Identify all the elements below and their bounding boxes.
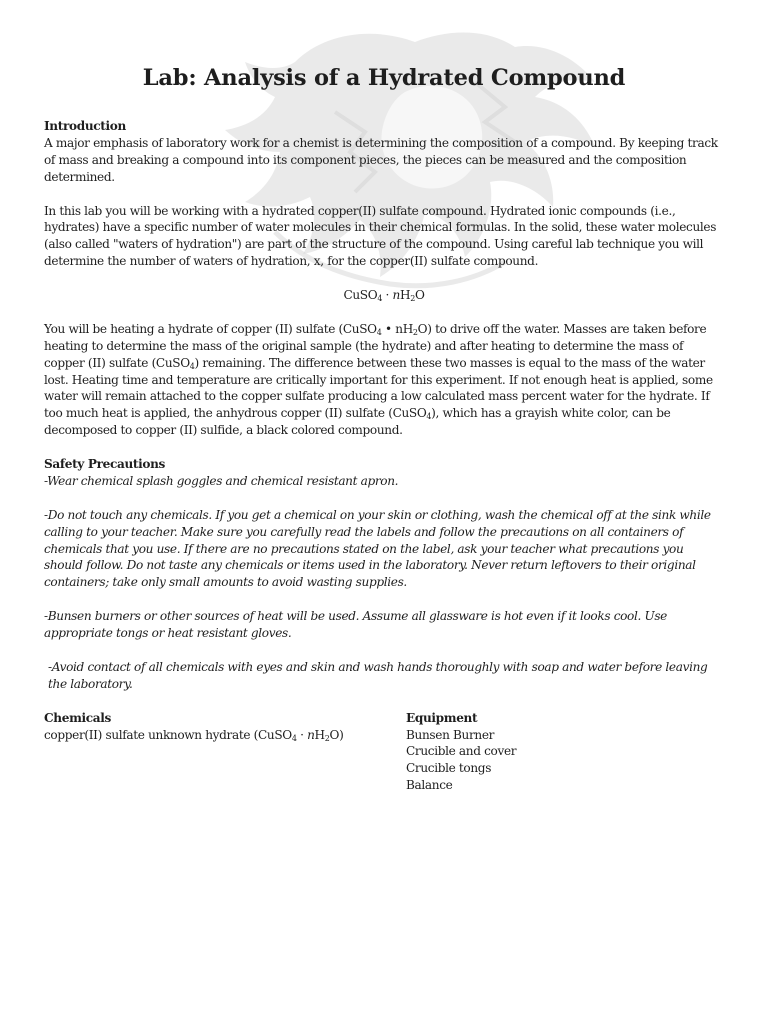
document-body bbox=[44, 64, 724, 794]
para3-subscript: 2 bbox=[412, 327, 418, 337]
para3-subscript: 4 bbox=[189, 361, 195, 371]
para3-text: ), which has a grayish white color, can be decomposed to copper (II) sulfide, a black colored compound. bbox=[44, 406, 671, 438]
chemical-subscript: 2 bbox=[324, 733, 330, 743]
page-title: Lab: Analysis of a Hydrated Compound bbox=[142, 65, 626, 91]
introduction-paragraph-1: A major emphasis of laboratory work for a chemist is determining the composition of a compound. By keeping track of mass and breaking a compound into its component pieces, the pieces can be measured and the composition determined. bbox=[44, 135, 718, 184]
equipment-item: Crucible tongs bbox=[406, 761, 492, 776]
para2-text: In this lab you will be working with a hydrated copper(II) sulfate compound. Hydrated ionic compounds (i.e., hydrates) have a specific number of water molecules in their chemical formulas. In the solid, these water molecules (also called "waters of hydration") are part of the structure of the compound. Using careful lab technique you will determine the number of waters of hydration, x, for the copper(II) sulfate compound. bbox=[44, 203, 717, 269]
chemical-subscript: 4 bbox=[291, 733, 297, 743]
safety-item-3: -Bunsen burners or other sources of heat will be used. Assume all glassware is hot even if it looks cool. Use appropriate tongs or heat resistant gloves. bbox=[44, 609, 667, 641]
chemicals-heading: Chemicals bbox=[44, 710, 111, 725]
equipment-heading: Equipment bbox=[406, 710, 478, 725]
formula-part: CuSO bbox=[343, 288, 378, 303]
chemical-n: n bbox=[307, 727, 315, 742]
equipment-item: Crucible and cover bbox=[406, 744, 517, 759]
safety-item-4: -Avoid contact of all chemicals with eyes and skin and wash hands thoroughly with soap and water before leaving the laboratory. bbox=[48, 659, 708, 691]
formula-part: O bbox=[414, 288, 425, 303]
equipment-item: Balance bbox=[406, 778, 453, 793]
formula-n: n bbox=[392, 288, 400, 303]
equipment-column bbox=[406, 710, 706, 795]
para3-text: • nH bbox=[381, 321, 413, 336]
introduction-heading: Introduction bbox=[44, 119, 126, 133]
para3-subscript: 4 bbox=[426, 412, 432, 422]
materials-section bbox=[44, 710, 724, 795]
para3-text: O) to drive off the water. Masses are taken before heating to determine the mass of the original sample (the hydrate) and after heating to determine the mass of copper (II) sulfate (CuSO bbox=[44, 321, 707, 370]
formula-part: H bbox=[400, 288, 411, 303]
formula-dot: · bbox=[382, 288, 393, 303]
chemical-dot: · bbox=[296, 727, 308, 742]
chemical-text: O) bbox=[329, 727, 344, 742]
para3-text: ) remaining. The difference between these two masses is equal to the mass of the water lost. Heating time and temperature are critically important for this experiment. If not enough heat is applied, some water will remain attached to the copper sulfate producing a low calculated mass percent water for the hydrate. If too much heat is applied, the anhydrous copper (II) sulfate (CuSO bbox=[44, 355, 713, 421]
hydrate-formula bbox=[44, 287, 724, 304]
introduction-paragraph-3 bbox=[44, 321, 724, 439]
chemical-text: copper(II) sulfate unknown hydrate (CuSO bbox=[44, 727, 292, 742]
safety-item-1: -Wear chemical splash goggles and chemical resistant apron. bbox=[44, 473, 399, 488]
safety-item-2: -Do not touch any chemicals. If you get a chemical on your skin or clothing, wash the chemical off at the sink while calling to your teacher. Make sure you carefully read the labels and follow the precautions on all containers of chemicals that you use. If there are no precautions stated on the label, ask your teacher what precautions you should follow. Do not taste any chemicals or items used in the laboratory. Never return leftovers to their original containers; take only small amounts to avoid wasting supplies. bbox=[44, 507, 711, 590]
safety-heading: Safety Precautions bbox=[44, 457, 165, 472]
para3-text: You will be heating a hydrate of copper (II) sulfate (CuSO bbox=[44, 321, 377, 336]
introduction-paragraph-2 bbox=[44, 203, 724, 271]
formula-subscript: 4 bbox=[377, 294, 383, 304]
chemicals-column bbox=[44, 710, 406, 795]
chemical-text: H bbox=[314, 727, 325, 742]
equipment-item: Bunsen Burner bbox=[406, 727, 495, 742]
chemical-item bbox=[44, 727, 406, 744]
formula-subscript: 2 bbox=[410, 294, 415, 304]
para3-subscript: 4 bbox=[376, 327, 382, 337]
